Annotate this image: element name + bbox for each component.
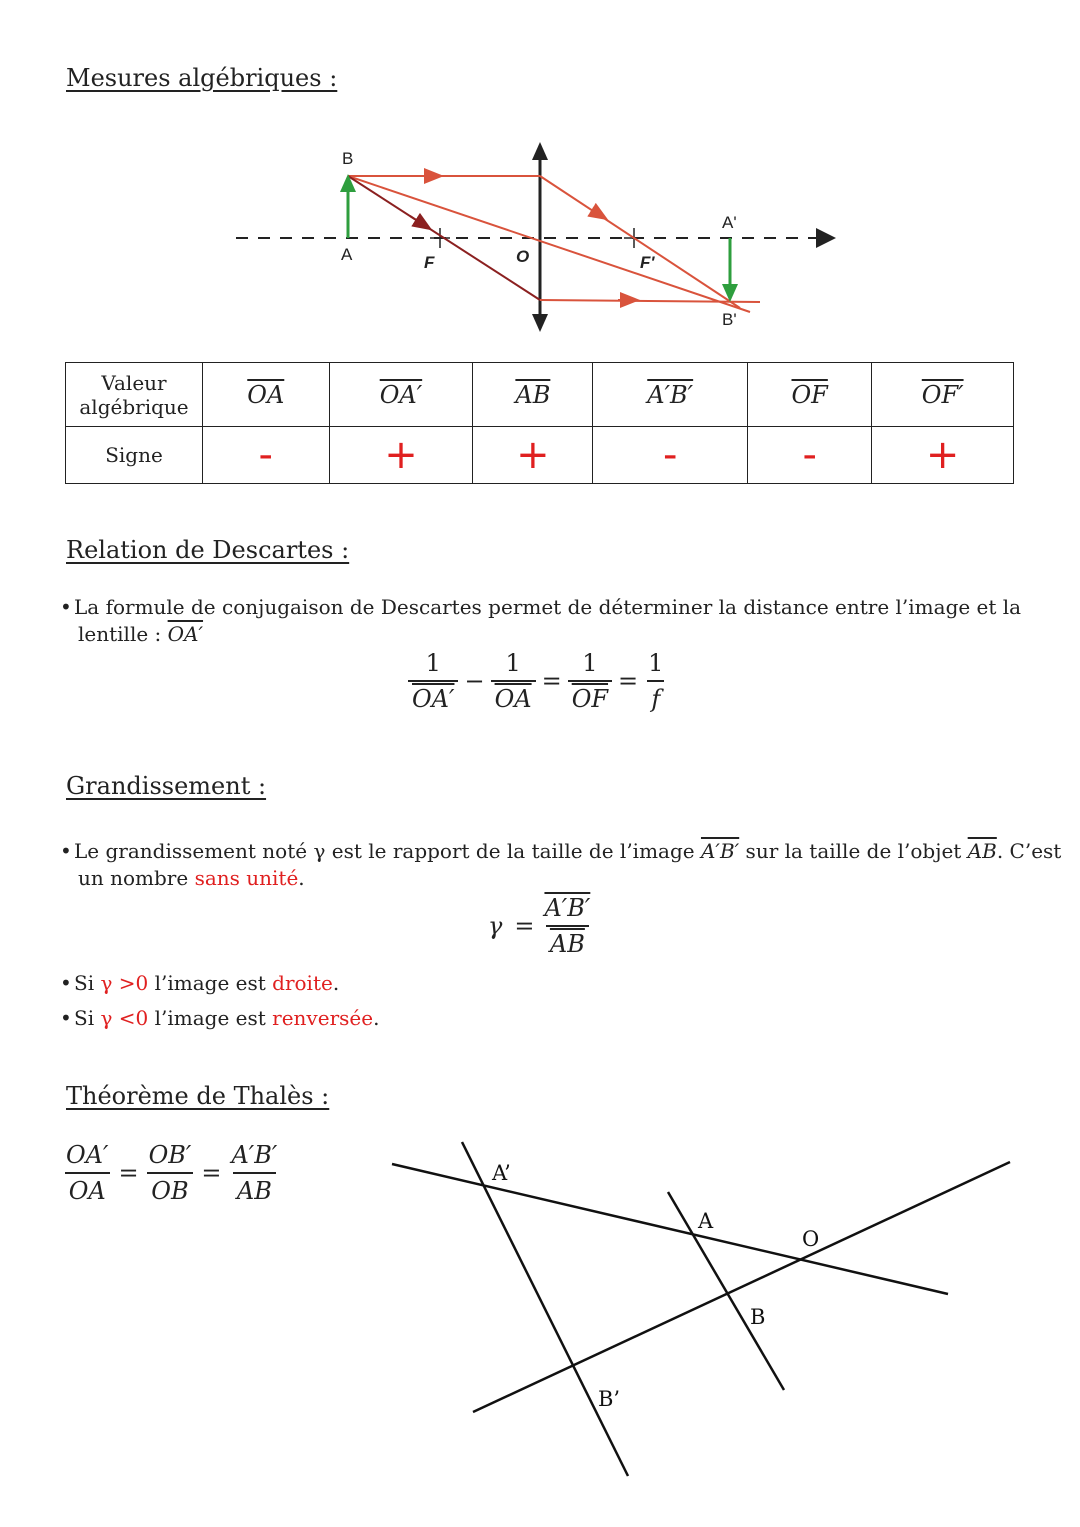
section-title-mesures: Mesures algébriques : <box>66 64 338 92</box>
label-O: O <box>802 1227 820 1251</box>
bullet-icon: • <box>60 971 72 995</box>
line-b <box>473 1162 1010 1412</box>
label-B: B <box>750 1305 766 1329</box>
label-F: F <box>424 253 435 272</box>
label-O: O <box>516 247 530 266</box>
bullet-icon: • <box>60 1006 72 1030</box>
bullet-icon: • <box>60 595 72 619</box>
descartes-text: • La formule de conjugaison de Descartes permet de déterminer la distance entre l’image et la lentille : OA′ <box>60 595 1022 646</box>
measure-cell: $\overline{AB}$ <box>473 363 593 427</box>
thales-diagram <box>380 1130 1030 1490</box>
label-A-prime: A’ <box>492 1161 511 1185</box>
measure-cell: $\overline{OA}$ <box>203 363 330 427</box>
measure-cell: OA′ <box>329 363 473 427</box>
label-A: A <box>698 1209 714 1233</box>
descartes-formula: $\frac{1}{OA'}$ − $\frac{1}{OA}$ = $\frac{1}{OF}$ = $\frac{1}{f}$ <box>408 648 667 714</box>
section-title-thales: Théorème de Thalès : <box>66 1082 330 1110</box>
grandissement-text: • Le grandissement noté γ est le rapport de la taille de l’image A′B′ sur la taille de l’objet $\overline{AB}$. C’est un nombre sans unité. <box>60 839 1062 890</box>
sign-cell: + <box>872 427 1014 484</box>
sign-cell: + <box>329 427 473 484</box>
bullet-icon: • <box>60 839 72 863</box>
label-A: A <box>341 245 353 264</box>
measure-cell: OF′ <box>872 363 1014 427</box>
condition-negative: • Si γ <0 l’image est renversée. <box>60 1006 380 1030</box>
label-A-prime: A' <box>722 213 737 232</box>
line-parallel-1 <box>462 1142 628 1476</box>
row-label-valeur: Valeur algébrique <box>66 363 203 427</box>
label-B-prime: B’ <box>598 1387 621 1411</box>
label-B-prime: B' <box>722 310 737 329</box>
line-parallel-2 <box>668 1192 784 1390</box>
measure-cell: $\overline{OF}$ <box>747 363 871 427</box>
sign-cell: - <box>747 427 871 484</box>
measure-cell: A′B′ <box>593 363 748 427</box>
sign-cell: + <box>473 427 593 484</box>
grandissement-formula: γ = $\frac{A'B'}{AB}$ <box>488 894 591 958</box>
row-label-signe: Signe <box>66 427 203 484</box>
sign-cell: - <box>203 427 330 484</box>
thales-formula: $\frac{OA'}{OA}$ = $\frac{OB'}{OB}$ = $\frac{A'B'}{AB}$ <box>66 1141 278 1205</box>
section-title-descartes: Relation de Descartes : <box>66 536 350 564</box>
condition-positive: • Si γ >0 l’image est droite. <box>60 971 340 995</box>
label-B: B <box>342 149 354 168</box>
sign-cell: - <box>593 427 748 484</box>
algebraic-values-table <box>65 362 1014 484</box>
lens-diagram <box>220 140 860 340</box>
section-title-grandissement: Grandissement : <box>66 772 267 800</box>
label-F-prime: F' <box>640 253 655 272</box>
